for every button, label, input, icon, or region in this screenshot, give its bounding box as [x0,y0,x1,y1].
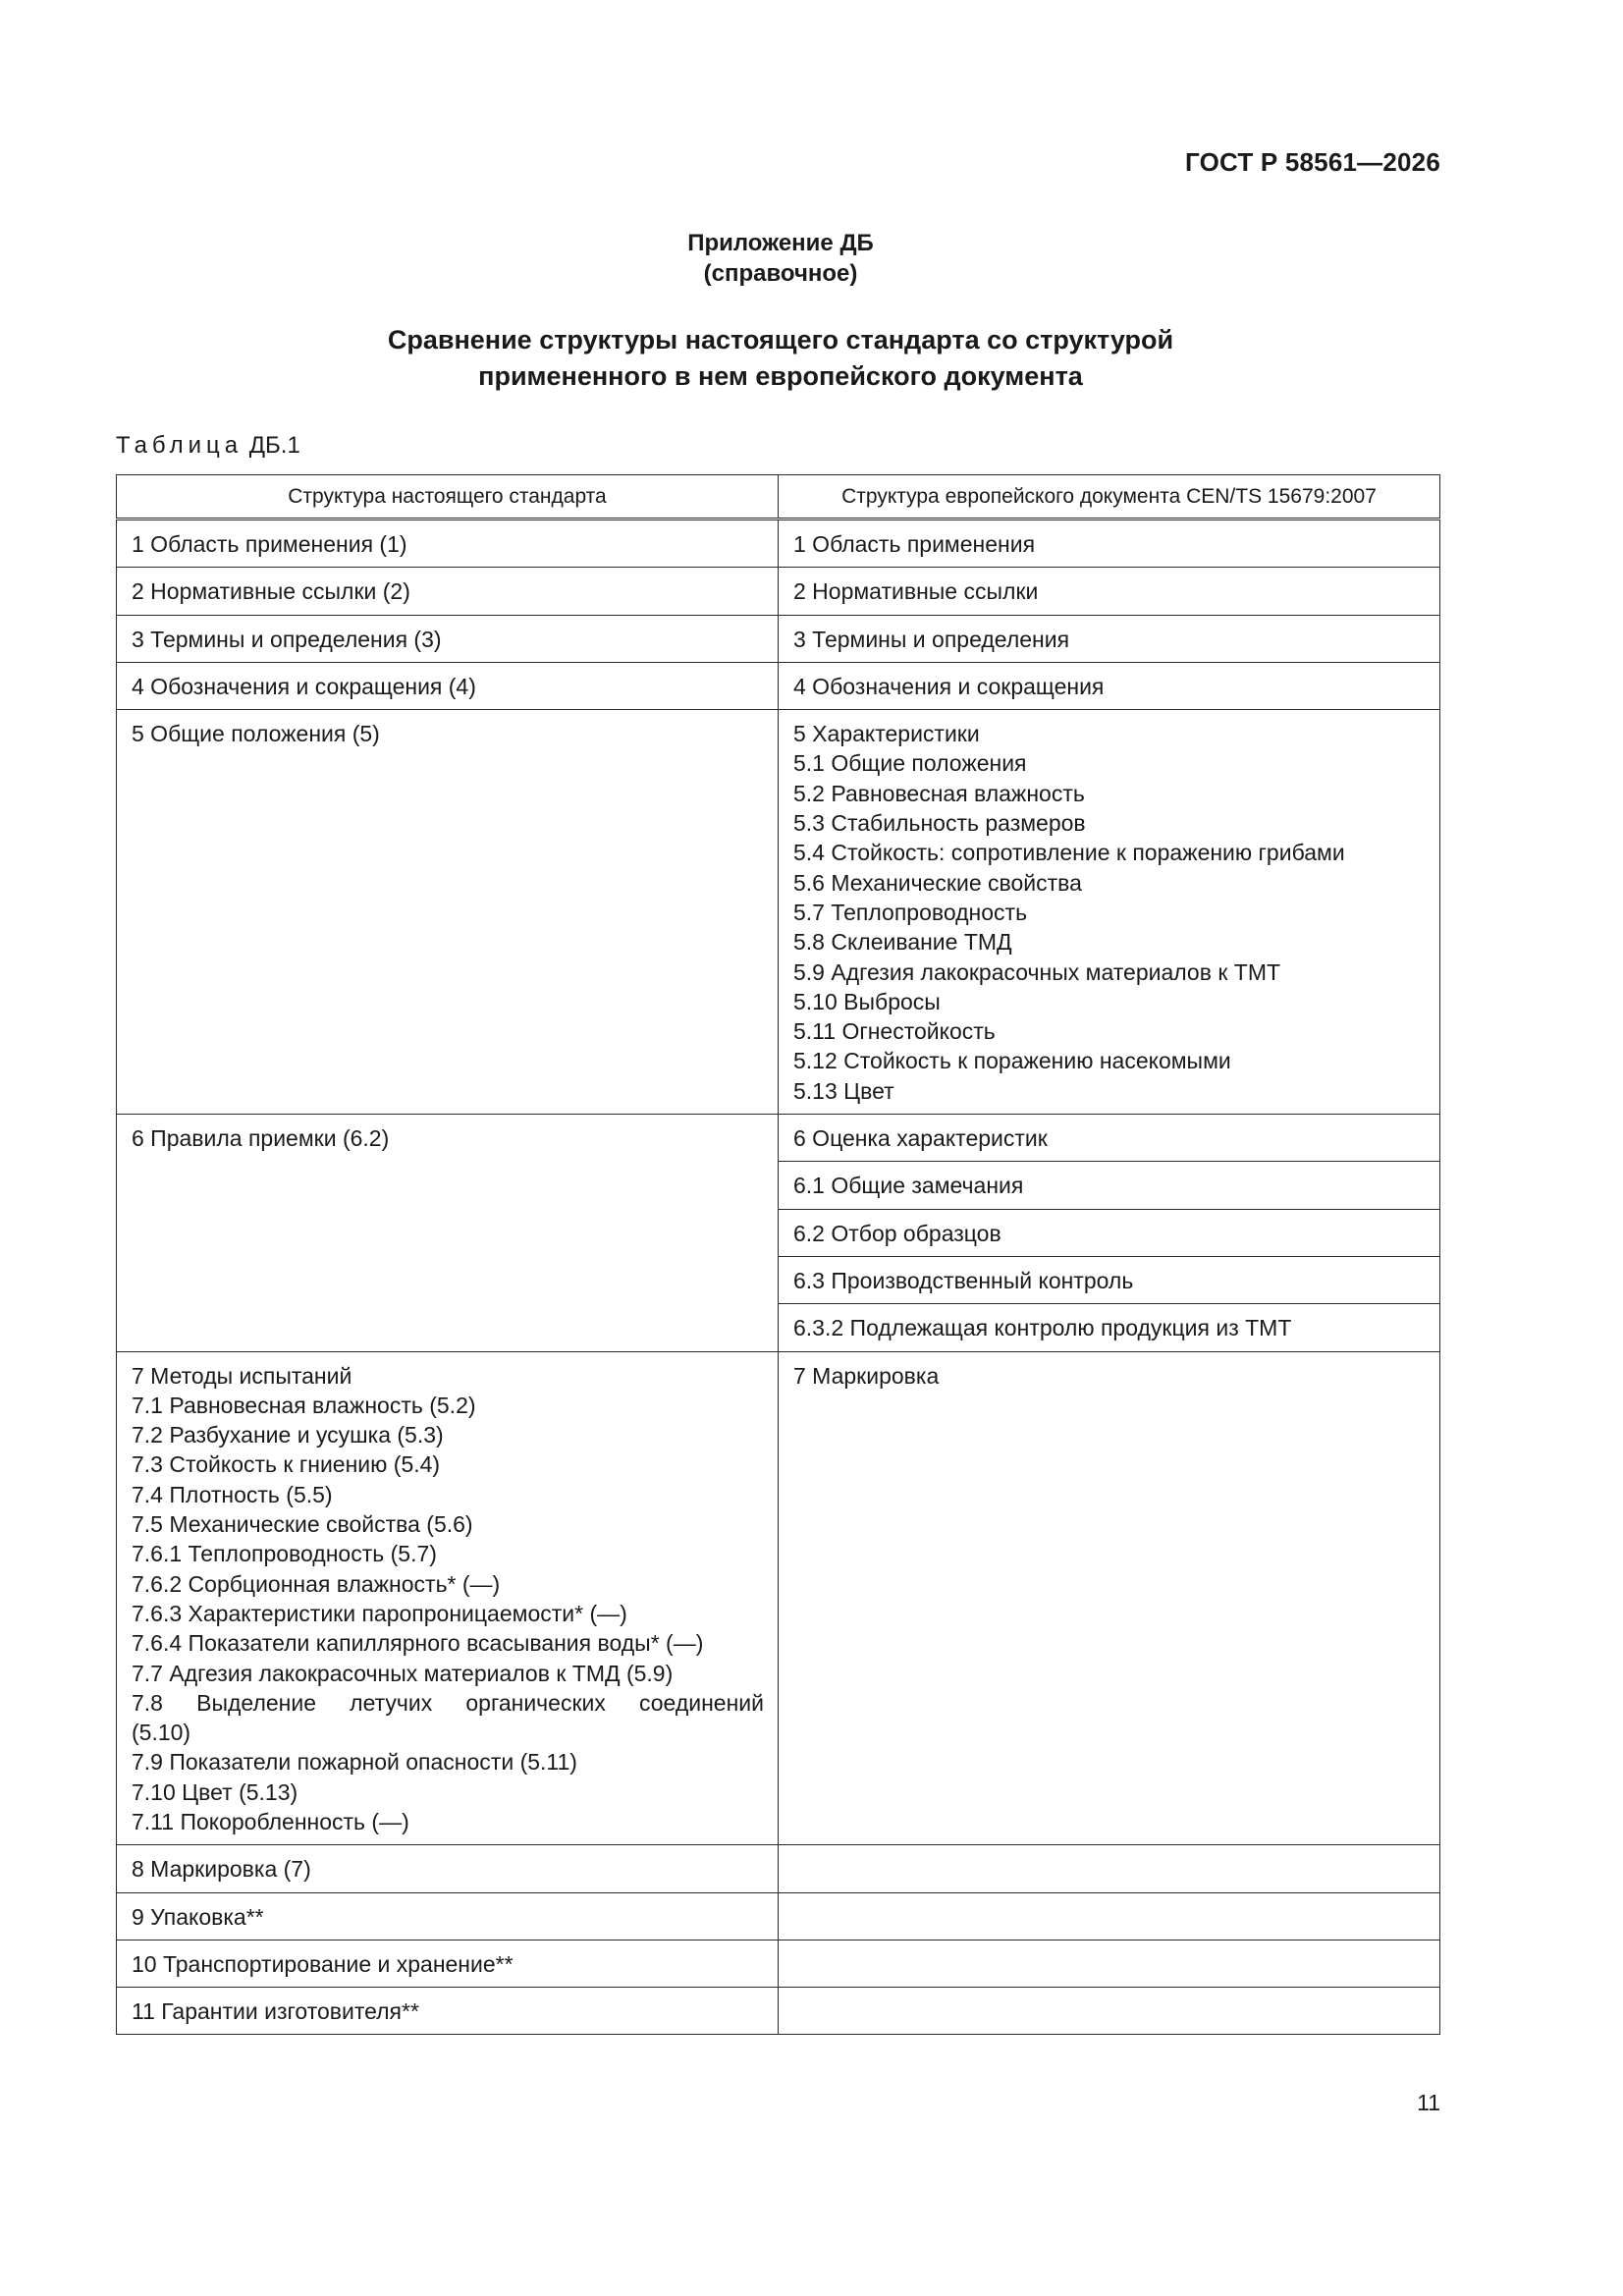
table-row [117,568,1440,615]
list-item: 5.13 Цвет [793,1077,894,1104]
cell-current: 6 Правила приемки (6.2) [117,1115,779,1351]
list-item: (5.10) [132,1720,191,1746]
cell-european: 4 Обозначения и сокращения [779,662,1440,709]
cell-european: 6.3 Производственный контроль [779,1256,1440,1303]
cell-current: 11 Гарантии изготовителя** [117,1988,779,2035]
cell-european: 7 Маркировка [779,1351,1440,1845]
cell-european-empty [779,1892,1440,1940]
cell-current: 4 Обозначения и сокращения (4) [117,662,779,709]
list-item: 5.3 Стабильность размеров [793,810,1086,837]
cell-current: 2 Нормативные ссылки (2) [117,568,779,615]
list-item: 7.1 Равновесная влажность (5.2) [132,1392,476,1418]
document-title-line-1: Сравнение структуры настоящего стандарта со структурой [387,325,1174,355]
table-row [117,519,1440,568]
header-current-standard: Структура настоящего стандарта [117,475,779,519]
table-row [117,1351,1440,1845]
list-item: 7.8 Выделение летучих органических соединений [132,1689,764,1716]
list-item: 5.1 Общие положения [793,750,1027,777]
cell-current: 5 Общие положения (5) [117,710,779,1115]
cell-european: 6.1 Общие замечания [779,1162,1440,1209]
list-item: 7.7 Адгезия лакокрасочных материалов к ТМД (5.9) [132,1660,674,1686]
document-title-line-2: примененного в нем европейского документа [478,361,1083,391]
page-number: 11 [1417,2090,1440,2115]
list-item: 5.11 Огнестойкость [793,1018,996,1045]
cell-european: 6.2 Отбор образцов [779,1209,1440,1256]
document-code: ГОСТ Р 58561—2026 [1185,147,1440,177]
cell-current: 9 Упаковка** [117,1892,779,1940]
cell-european: 3 Термины и определения [779,615,1440,662]
appendix-title: Приложение ДБ [687,230,874,256]
cell-european: 6 Оценка характеристик [779,1115,1440,1162]
appendix-subtitle: (справочное) [703,260,858,287]
table-caption-label: Таблица [116,432,243,459]
table-row [117,1892,1440,1940]
cell-current: 8 Маркировка (7) [117,1845,779,1892]
list-item: 5 Характеристики [793,721,980,747]
table-caption-number: ДБ.1 [248,432,300,459]
cell-current [117,1351,779,1845]
list-item: 7.4 Плотность (5.5) [132,1481,333,1507]
list-item: 7.6.1 Теплопроводность (5.7) [132,1541,437,1567]
list-item: 5.7 Теплопроводность [793,899,1028,925]
list-item: 7.6.4 Показатели капиллярного всасывания воды* (—) [132,1630,704,1657]
list-item: 5.10 Выбросы [793,988,941,1014]
appendix-heading [0,228,1561,289]
list-item: 5.6 Механические свойства [793,869,1082,896]
cell-european: 2 Нормативные ссылки [779,568,1440,615]
cell-current: 10 Транспортирование и хранение** [117,1940,779,1987]
table-row [117,1988,1440,2035]
list-item: 5.2 Равновесная влажность [793,780,1085,806]
header-european-document: Структура европейского документа CEN/TS 15679:2007 [779,475,1440,519]
list-item: 7.3 Стойкость к гниению (5.4) [132,1451,441,1478]
cell-current: 3 Термины и определения (3) [117,615,779,662]
cell-european [779,710,1440,1115]
cell-european-empty [779,1988,1440,2035]
list-item: 7.10 Цвет (5.13) [132,1778,298,1805]
cell-european-empty [779,1940,1440,1987]
table-row [117,1940,1440,1987]
table-row [117,1845,1440,1892]
list-item: 7.5 Механические свойства (5.6) [132,1511,473,1538]
table-row [117,710,1440,1115]
list-item: 5.12 Стойкость к поражению насекомыми [793,1048,1231,1074]
list-item: 5.9 Адгезия лакокрасочных материалов к ТМТ [793,958,1281,985]
comparison-table [116,474,1440,2035]
list-item: 5.8 Склеивание ТМД [793,929,1012,956]
list-item: 7.11 Покоробленность (—) [132,1808,409,1834]
table-row [117,662,1440,709]
list-item: 7 Методы испытаний [132,1362,352,1389]
list-item: 7.9 Показатели пожарной опасности (5.11) [132,1749,577,1776]
cell-european-empty [779,1845,1440,1892]
document-title [0,322,1561,395]
list-item: 7.2 Разбухание и усушка (5.3) [132,1422,444,1449]
table-row [117,1115,1440,1162]
cell-european: 1 Область применения [779,519,1440,568]
table-caption [116,432,300,460]
cell-current: 1 Область применения (1) [117,519,779,568]
cell-european: 6.3.2 Подлежащая контролю продукция из ТМТ [779,1304,1440,1351]
list-item: 7.6.3 Характеристики паропроницаемости* (—) [132,1600,627,1626]
list-item: 5.4 Стойкость: сопротивление к поражению грибами [793,840,1345,866]
list-item: 7.6.2 Сорбционная влажность* (—) [132,1570,501,1597]
table-row [117,615,1440,662]
table-header-row [117,475,1440,519]
